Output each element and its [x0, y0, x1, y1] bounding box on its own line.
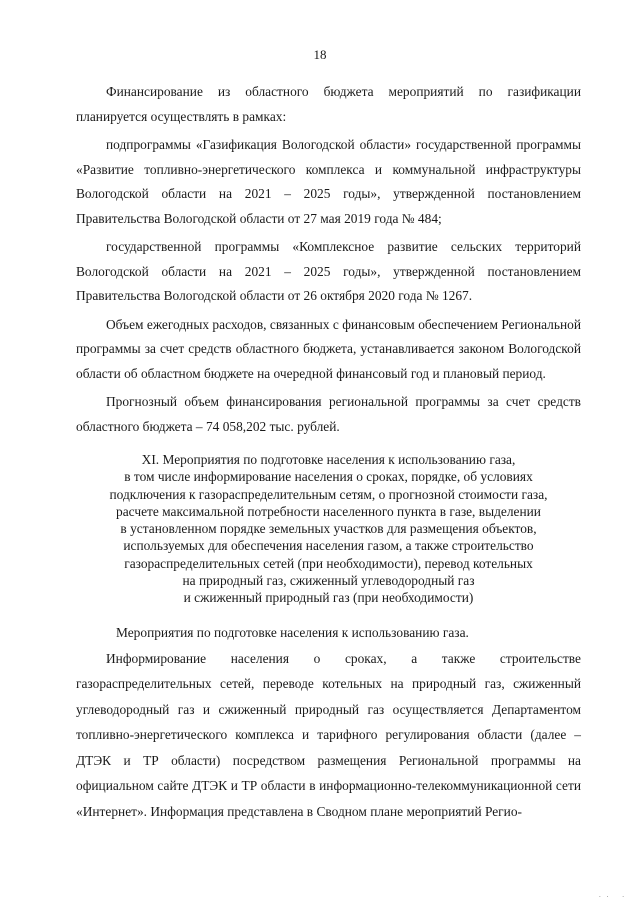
corner-mark: .. .	[599, 891, 630, 899]
section-heading-line: XI. Мероприятия по подготовке населения к использованию газа,	[141, 452, 516, 467]
section-heading-line: в установленном порядке земельных участков для размещения объектов,	[120, 521, 537, 537]
page-number: 18	[313, 47, 327, 62]
section-heading-line: подключения к газораспределительным сетям, о прогнозной стоимости газа,	[109, 486, 548, 502]
preparation-section	[76, 620, 581, 824]
paragraph-informing-population: Информирование населения о сроках, а также строительстве газораспределительных сетей, переводе котельных на природный газ, сжиженный углеводородный газ и сжиженный природный газ осуществляется Департаментом топливно-энергетического комплекса и тарифного регулирования области (далее – ДТЭК и ТР области) посредством размещения Региональной программы на официальном сайте ДТЭК и ТР области в информационно-телекоммуникационной сети «Интернет». Информация представлена в Сводном плане мероприятий Регио-	[76, 650, 581, 819]
funding-section	[76, 80, 581, 439]
section-heading-line: газораспределительных сетей (при необходимости), перевод котельных	[124, 555, 533, 571]
section-heading-line: в том числе информирование населения о сроках, порядке, об условиях	[124, 469, 533, 485]
paragraph-subprogram-gasification: подпрограммы «Газификация Вологодской области» государственной программы «Развитие топливно-энергетического комплекса и коммунальной инфраструктуры Вологодской области на 2021 – 2025 годы», утвержденной постановлением Правительства Вологодской области от 27 мая 2019 года № 484;	[76, 137, 581, 226]
section-heading	[76, 451, 581, 607]
paragraph-funding-intro: Финансирование из областного бюджета мероприятий по газификации планируется осуществлять в рамках:	[76, 84, 581, 124]
paragraph-rural-program: государственной программы «Комплексное развитие сельских территорий Вологодской области на 2021 – 2025 годы», утвержденной постановлением Правительства Вологодской области от 26 октября 2020 года № 1267.	[76, 239, 581, 303]
section-heading-line: используемых для обеспечения населения газом, а также строительство	[123, 538, 534, 554]
paragraph-forecast-volume: Прогнозный объем финансирования региональной программы за счет средств областного бюджета – 74 058,202 тыс. рублей.	[76, 394, 581, 434]
paragraph-preparation-title: Мероприятия по подготовке населения к использованию газа.	[116, 625, 469, 640]
section-heading-line: расчете максимальной потребности населенного пункта в газе, выделении	[116, 503, 541, 519]
section-heading-line: на природный газ, сжиженный углеводородный газ	[182, 573, 475, 589]
section-heading-line: и сжиженный природный газ (при необходимости)	[183, 590, 474, 606]
paragraph-annual-expenses: Объем ежегодных расходов, связанных с финансовым обеспечением Региональной программы за счет средств областного бюджета, устанавливается законом Вологодской области об областном бюджете на очередной финансовый год и плановый период.	[76, 316, 581, 381]
